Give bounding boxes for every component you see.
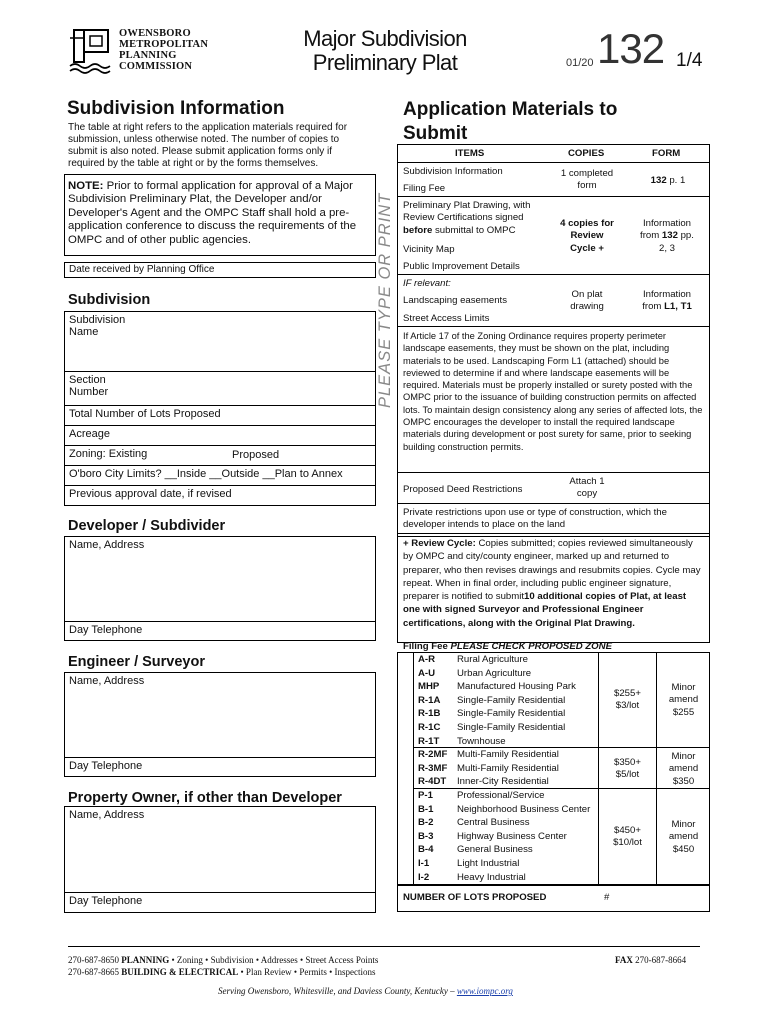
- form-date: 01/20: [566, 57, 594, 69]
- total-lots-field[interactable]: Total Number of Lots Proposed: [64, 405, 376, 426]
- copies-attach-1: Attach 1 copy: [569, 476, 605, 500]
- zone-name: Multi-Family Residential: [457, 762, 559, 774]
- minor-amend-2: Minor amend $350: [668, 751, 699, 787]
- zone-name: Single-Family Residential: [457, 708, 566, 720]
- ompc-logo-icon: [68, 26, 114, 76]
- copies-on-plat: On plat drawing: [570, 289, 604, 313]
- item-deed-restrictions: Proposed Deed Restrictions: [403, 484, 523, 495]
- minor-amend-1: Minor amend $255: [668, 682, 699, 718]
- form-132-p1: 132 p. 1: [650, 175, 686, 186]
- zone-name: Manufactured Housing Park: [457, 681, 576, 693]
- footer-serving: Serving Owensboro, Whitesville, and Daviess County, Kentucky – www.iompc.org: [218, 986, 513, 996]
- zone-code: MHP: [418, 681, 440, 693]
- minor-amend-3: Minor amend $450: [668, 819, 699, 855]
- zone-name: Light Industrial: [457, 858, 520, 869]
- zone-code: R-1B: [418, 708, 441, 720]
- zone-code: B-3: [418, 830, 434, 842]
- item-public-improvement: Public Improvement Details: [403, 261, 520, 272]
- developer-name-field[interactable]: Name, Address: [64, 536, 376, 622]
- zone-name: Neighborhood Business Center: [457, 803, 591, 815]
- fee-group-2: $350+ $5/lot: [614, 757, 641, 781]
- org-name: OWENSBORO METROPOLITAN PLANNING COMMISSION: [119, 28, 209, 72]
- zone-name: Highway Business Center: [457, 830, 567, 842]
- item-street-access: Street Access Limits: [403, 313, 490, 324]
- col-form: FORM: [652, 148, 681, 159]
- note-text: NOTE: Prior to formal application for approval of a Major Subdivision Preliminary Plat, the Developer and/or Developer's Agent and the OMPC Staff shall hold a pre-application conference to discuss the requirements of the OMPC and of other public agencies.: [68, 180, 357, 246]
- item-subdivision-info: Subdivision Information: [403, 166, 503, 177]
- fee-group-1: $255+ $3/lot: [614, 688, 641, 712]
- owner-phone-field[interactable]: Day Telephone: [64, 892, 376, 913]
- zone-code: A-U: [418, 667, 436, 679]
- engineer-phone-field[interactable]: Day Telephone: [64, 757, 376, 777]
- footer-building-line: 270-687-8665 BUILDING & ELECTRICAL • Plan Review • Permits • Inspections: [68, 967, 376, 977]
- zone-code: R-1T: [418, 735, 440, 747]
- copies-completed-form: 1 completed form: [560, 168, 614, 192]
- zone-name: Single-Family Residential: [457, 694, 566, 706]
- application-materials-heading: Application Materials to Submit: [403, 99, 618, 144]
- developer-phone-field[interactable]: Day Telephone: [64, 621, 376, 641]
- copies-4-review: 4 copies for Review Cycle +: [560, 218, 614, 254]
- item-vicinity-map: Vicinity Map: [403, 244, 455, 255]
- section-number-field[interactable]: Section Number: [64, 371, 376, 406]
- zone-name: Single-Family Residential: [457, 722, 566, 733]
- item-filing-fee: Filing Fee: [403, 183, 446, 194]
- city-limits-field[interactable]: O'boro City Limits? __Inside __Outside __Plan to Annex: [64, 465, 376, 486]
- zone-code: R-1C: [418, 722, 441, 733]
- developer-heading: Developer / Subdivider: [68, 518, 226, 534]
- zone-code: P-1: [418, 790, 433, 801]
- subdivision-name-field[interactable]: Subdivision Name: [64, 311, 376, 372]
- zone-name: Rural Agriculture: [457, 654, 528, 665]
- subdivision-heading: Subdivision: [68, 292, 151, 308]
- zone-code: R-1A: [418, 694, 441, 706]
- zone-name: Professional/Service: [457, 790, 545, 801]
- intro-text: The table at right refers to the application materials required for submission, unless otherwise noted. The number of copies to submit is also noted. Please submit application forms only if required by the table at right or by the forms themselves.: [68, 122, 348, 169]
- zone-code: B-2: [418, 817, 434, 829]
- acreage-field[interactable]: Acreage: [64, 425, 376, 446]
- engineer-heading: Engineer / Surveyor: [68, 654, 205, 670]
- lots-proposed-hash: #: [604, 892, 610, 903]
- zone-name: Inner-City Residential: [457, 776, 549, 788]
- zone-code: R-2MF: [418, 749, 448, 761]
- article-17-note: If Article 17 of the Zoning Ordinance requires property perimeter landscape easements, they must be shown on the plat, including materials to be used. Landscaping Form L1 (attached) should be reviewed to determine if and where landscape easements will be required. Materials must be properly installed or surety posted with the OMPC prior to the issuance of building construction permits on affected lots. To maintain design consistency along any series of affected lots, the OMPC encourages the developer to install the required landscape materials during development or post surety for same, prior to seeking building construction permits.: [403, 331, 703, 452]
- item-plat-drawing: Preliminary Plat Drawing, with Review Certifications signed before submittal to OMPC: [403, 200, 531, 236]
- please-type-or-print: PLEASE TYPE OR PRINT: [376, 192, 394, 408]
- zone-code: I-1: [418, 858, 430, 869]
- form-title: Major Subdivision Preliminary Plat: [303, 26, 467, 75]
- review-cycle-text: + Review Cycle: Copies submitted; copies reviewed simultaneously by OMPC and city/county engineer, marked up and returned to preparer, who then revises drawings and resubmits copies. Cycle may repeat. When in final order, including public engineer signature, preparer is notified to submit10 additional copies of Plat, at least one with signed Surveyor and Professional Engineer certifications, along with the Original Plat Drawing.: [403, 538, 701, 629]
- form-info-l1: Information from L1, T1: [642, 289, 692, 313]
- zone-code: B-1: [418, 803, 434, 815]
- footer-fax: FAX 270-687-8664: [615, 955, 687, 965]
- previous-approval-field[interactable]: Previous approval date, if revised: [64, 485, 376, 506]
- zone-code: A-R: [418, 654, 436, 665]
- zone-code: R-4DT: [418, 776, 447, 788]
- deed-note: Private restrictions upon use or type of construction, which the developer intends to place on the land: [403, 507, 667, 531]
- zone-name: Townhouse: [457, 735, 506, 747]
- owner-heading: Property Owner, if other than Developer: [68, 790, 342, 806]
- page-number: 1/4: [676, 50, 703, 71]
- zone-name: Central Business: [457, 817, 530, 829]
- zoning-field[interactable]: Zoning: Existing Proposed: [64, 445, 376, 466]
- item-landscaping: Landscaping easements: [403, 295, 508, 306]
- subdivision-information-heading: Subdivision Information: [67, 98, 285, 119]
- zone-code: B-4: [418, 844, 434, 856]
- col-copies: COPIES: [568, 148, 605, 159]
- zone-name: General Business: [457, 844, 533, 856]
- owner-name-field[interactable]: Name, Address: [64, 806, 376, 893]
- lots-proposed-label: NUMBER OF LOTS PROPOSED: [403, 892, 547, 903]
- col-items: ITEMS: [455, 148, 485, 159]
- date-received-field[interactable]: Date received by Planning Office: [64, 262, 376, 278]
- zone-name: Urban Agriculture: [457, 667, 532, 679]
- form-info-132: Information from 132 pp. 2, 3: [640, 218, 694, 254]
- footer-planning-line: 270-687-8650 PLANNING • Zoning • Subdivision • Addresses • Street Access Points: [68, 955, 379, 965]
- zone-name: Multi-Family Residential: [457, 749, 559, 761]
- zone-code: R-3MF: [418, 762, 448, 774]
- zone-code: I-2: [418, 871, 430, 883]
- form-number: 132: [597, 25, 665, 72]
- fee-group-3: $450+ $10/lot: [613, 825, 642, 849]
- zone-name: Heavy Industrial: [457, 871, 526, 883]
- engineer-name-field[interactable]: Name, Address: [64, 672, 376, 758]
- website-link[interactable]: www.iompc.org: [456, 986, 513, 996]
- filing-fee-label: Filing Fee PLEASE CHECK PROPOSED ZONE: [403, 641, 612, 652]
- if-relevant: IF relevant:: [403, 278, 451, 289]
